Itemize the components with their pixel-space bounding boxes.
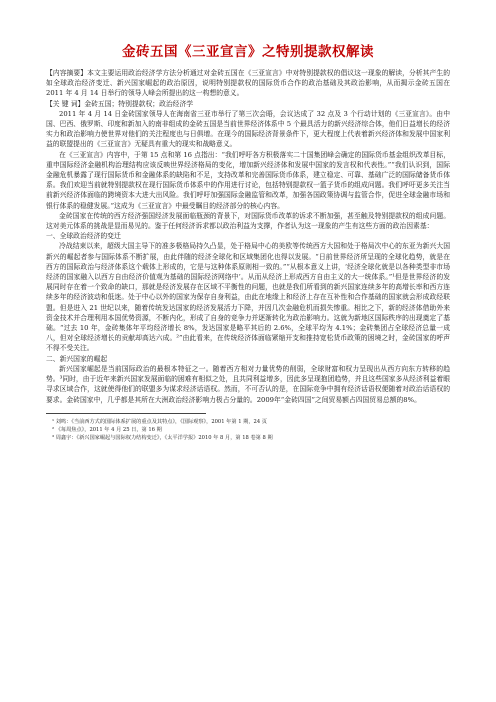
abstract-label: 【内容摘要】 — [46, 69, 88, 77]
body-paragraph: 冷战结束以来，超级大国主导下的准多极格局持久凸显，处于格局中心的美欧等传统西方大国和处于格局次中心的东亚为新兴大国新兴的崛起者参与国际体系不断扩展，由此伴随的经济全球化和区域集团化也得以发展。“日前世界经济所呈现的全球化趋势，就是在西方的国际政治与经济体系这个载体上形成的，它是与这种体系原则相一致的。”“从根本意义上讲，‘经济全球化就是以各种类型非市场经济的国家融入以西方自由经济价值观为基础的国际经济网络中’。从而从经济上形成西方自由主义的大一统体系。”¹但是世界经济的发展同时存在着一个致命的缺口，那就是经济发展存在区域不平衡性的问题，也就是我们所看到的新兴国家连续多年的高增长率和西方连续多年的经济波动和低迷。处于中心以外的国家为保存自身利益，由此在地缘上和经济上存在互补性和合作基础的国家就会形成政经联盟。但是进入 21 世纪以来，随着传统发达国家的经济发展活力下降，并因几次金融危机而损失惨重。相比之下，新的经济体借助外来资金技术并合理利用本国优势资源，不断内化，形成了自身的竞争力并逐渐转化为政治影响力。这就为新地区国际秩序的出现奠定了基础。“过去 10 年，金砖集体年平均经济增长 8%，发达国家是略平其后的 2.6%，全球平均为 4.1%；金砖集团占全球经济总量一成八，但对全球经济增长的贡献却高达六成。²”由此看来，在传统经济体面临紧缩开支和推持宽松货币政策的困境之时，金砖国家的呼声不得不受关注。 — [46, 242, 450, 353]
footnote: ³ 周鑫宇：《新兴国家崛起与国际权力结构变迁》，《太平洋学报》2010 年 8 月，第 18 卷第 8 期 — [52, 434, 273, 441]
keywords-text: 金砖五国；特别提款权；政治经济学 — [84, 99, 194, 108]
keywords-label: 【关 键 词】 — [46, 99, 85, 108]
section-heading-1: 一、全球政治经济的变迁 — [46, 232, 121, 241]
body-paragraph: 2011 年 4 月 14 日金砖国家领导人在海南省三亚市举行了第三次会晤，会议达成了 32 点及 3 个行动计划的《三亚宣言》。由中国、巴西、俄罗斯、印度和新加入的南非组成的金砖五国是当前世界经济体系中 5 个最具活力的新兴经济综合体，他们日益增长的经济实力和政治影响力使世界对他们的关注程度也与日俱增。在现今的国际经济背景条件下，更大程度上代表着新兴经济体和发展中国家利益的联盟提出的《三亚宣言》无疑具有重大的现实和战略意义。 — [46, 109, 450, 149]
body-paragraph: 在《三亚宣言》内容中，于第 15 点和第 16 点指出：“我们呼吁各方积极落实二十国集团峰会确定的国际货币基金组织改革目标，重申国际经济金融机构治理结构应该反映世界经济格局的变化，增加新兴经济体和发展中国家的发言权和代表性。”“我们认识到，国际金融危机暴露了现行国际货币和金融体系的缺陷和不足，支持改革和完善国际货币体系，建立稳定、可靠、基础广泛的国际储备货币体系。我们欢迎当前就特别提款权在现行国际货币体系中的作用进行讨论，包括特别提款权一篮子货币的组成问题。我们呼吁更多关注当前新兴经济体面临的跨境资本大进大出风险。我们呼吁加强国际金融监管和改革，加强各国政策协调与监管合作，促进全球金融市场和银行体系的稳健发展。”这成为《三亚宣言》中最受瞩目的经济部分的核心内容。 — [46, 150, 450, 210]
body-paragraph: 新兴国家崛起是当前国际政治的最根本特征之一。随着西方相对力量优势的削弱，全球财富和权力呈现出从西方向东方转移的趋势。³同时，由于近年来新兴国家发展面临的困难有相似之处，且共同利益增多，因此多呈现抱团趋势，并且这些国家多从经济利益着眼寻求区域合作，这就使得他们的联盟多为谋求经济话语权。然而，不可否认的是，在国际竞争中拥有经济话语权便随着对政治话语权的要求。金砖国家中，几乎都是其所在大洲政治经济影响力极占分量的。2009年“金砖四国”之间贸易额占四国贸易总额的8%。 — [46, 364, 450, 404]
keywords — [46, 99, 450, 109]
abstract — [46, 68, 450, 99]
footnote: ² 《每周焦点》，2011 年 4 月 25 日，第 16 期 — [52, 426, 162, 433]
section-heading-2: 二、新兴国家的崛起 — [46, 354, 108, 363]
abstract-text: 本文主要运用政治经济学方法分析通过对金砖五国在《三亚宣言》中对特别提款权的倡议这一现象的解读，分析其产生的如全球政治经济变迁、新兴国家崛起的政治原因，说明特别提款权的国际货币合作的政治基础及其政治影响，从而揭示金砖五国在 2011 年 4 月 14 日举行的领导人峰会所提出的这一构想的意义。 — [46, 69, 451, 98]
body-paragraph: 金砖国家在传统的西方经济强国经济发展面临瓶颈的背景下，对国际货币改革的诉求不断加强，甚至触及特别提款权的组成问题。这对美元体系的挑战是显而易见的。鉴于任何经济诉求都以政治利益为支撑，作者认为这一现象的产生有这些方面的政治因素基： — [46, 211, 450, 231]
footnote: ¹ 刘鸣：《当前西方式的国际体系扩展的重点及其特点》，《国际观察》，2001 年第 1 期，24 页 — [52, 418, 267, 425]
footnote-divider — [46, 413, 206, 414]
document-title: 金砖五国《三亚宣言》之特别提款权解读 — [122, 44, 374, 60]
